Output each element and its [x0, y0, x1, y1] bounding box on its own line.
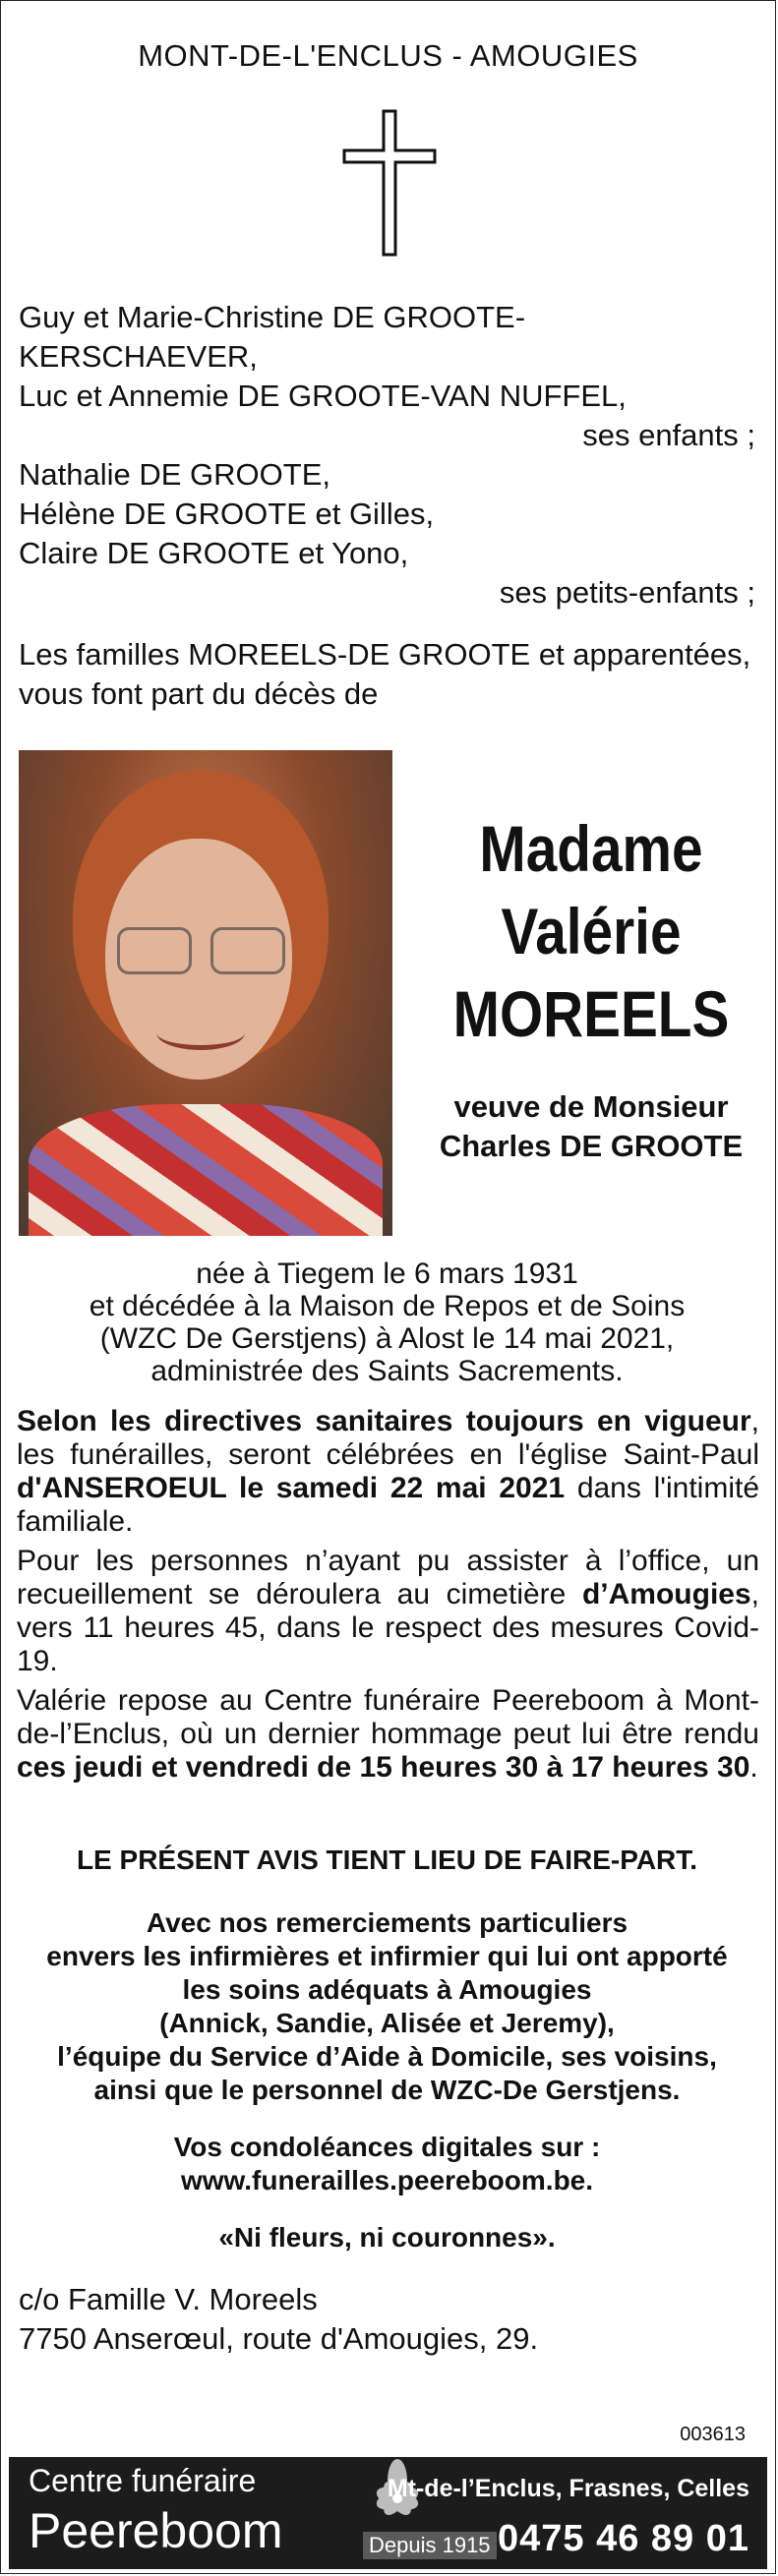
footer-title: Centre funéraire [29, 2463, 257, 2498]
widow-line: Charles DE GROOTE [439, 1129, 744, 1163]
families-line: vous font part du décès de [19, 676, 379, 711]
footer-phone[interactable]: 0475 46 89 01 [497, 2518, 749, 2559]
grandchild-line: Hélène DE GROOTE et Gilles, [19, 497, 435, 531]
grandchild-line: Claire DE GROOTE et Yono, [19, 536, 409, 570]
birth-line: administrée des Saints Sacrements. [150, 1355, 624, 1387]
funeral-home-banner [9, 2457, 767, 2569]
deceased-name [439, 807, 744, 1055]
reference-number: 003613 [680, 2424, 746, 2445]
funeral-bold: Selon les directives sanitaires toujours en vigueur [17, 1405, 751, 1437]
recueillement-paragraph [17, 1545, 759, 1678]
address-line: c/o Famille V. Moreels [19, 2282, 318, 2316]
deceased-title: Madame [479, 812, 703, 885]
footer-brand: Peereboom [29, 2503, 283, 2558]
footer-since: Depuis 1915 [363, 2532, 497, 2559]
thanks-line: (Annick, Sandie, Alisée et Jeremy), [159, 2008, 615, 2038]
birth-line: (WZC De Gerstjens) à Alost le 14 mai 2021, [99, 1322, 675, 1355]
funeral-text: , les funérailles, seront célébrées en l'église Saint-Paul [17, 1405, 759, 1471]
thanks-line: les soins adéquats à Amougies [182, 1974, 592, 2005]
thanks-line: l’équipe du Service d’Aide à Domicile, ses voisins, [57, 2041, 717, 2072]
grandchild-line: Nathalie DE GROOTE, [19, 457, 330, 492]
repose-text: Valérie repose au Centre funéraire Peereboom à Mont-de-l’Enclus, où un dernier hommage peut lui être rendu [17, 1684, 759, 1750]
address-line: 7750 Anserœul, route d'Amougies, 29. [19, 2321, 539, 2356]
header-location: MONT-DE-L'ENCLUS - AMOUGIES [138, 38, 638, 73]
deceased-last-name: MOREELS [452, 977, 730, 1050]
funeral-text: dans l'intimité familiale. [17, 1472, 760, 1538]
deceased-first-name: Valérie [501, 895, 682, 967]
condolences-line: Vos condoléances digitales sur : [173, 2132, 601, 2162]
repose-bold: ces jeudi et vendredi de 15 heures 30 à 17 heures 30 [17, 1751, 750, 1784]
repose-text: . [749, 1751, 758, 1784]
recueillement-bold: d’Amougies [581, 1578, 751, 1610]
thanks-line: ainsi que le personnel de WZC-De Gerstjens. [93, 2075, 681, 2105]
notice-line: LE PRÉSENT AVIS TIENT LIEU DE FAIRE-PART. [76, 1844, 698, 1875]
birth-line: et décédée à la Maison de Repos et de Soins [89, 1290, 686, 1322]
portrait-photo [19, 750, 392, 1236]
child-line: Guy et Marie-Christine DE GROOTE-KERSCHAEVER, [19, 300, 526, 374]
recueillement-text: Pour les personnes n’ayant pu assister à l’office, un recueillement se déroulera au cimetière [17, 1545, 759, 1610]
funeral-bold: d'ANSEROEUL le samedi 22 mai 2021 [17, 1472, 566, 1504]
child-line: Luc et Annemie DE GROOTE-VAN NUFFEL, [19, 379, 627, 413]
children-role: ses enfants ; [582, 418, 755, 452]
widow-line: veuve de Monsieur [453, 1089, 729, 1124]
flowers-line: «Ni fleurs, ni couronnes». [218, 2222, 556, 2253]
families-line: Les familles MOREELS-DE GROOTE et apparentées, [19, 637, 751, 672]
thanks-line: Avec nos remerciements particuliers [146, 1907, 628, 1938]
condolences-url[interactable]: www.funerailles.peereboom.be. [180, 2165, 594, 2195]
thanks-line: envers les infirmières et infirmier qui lui ont apporté [46, 1941, 728, 1971]
thanks-block [19, 1906, 755, 2107]
footer-locations: Mt-de-l’Enclus, Frasnes, Celles [387, 2475, 749, 2502]
grandchildren-role: ses petits-enfants ; [499, 575, 755, 610]
repose-paragraph [17, 1684, 759, 1785]
widow-of [414, 1087, 768, 1166]
birth-death-block [19, 1258, 755, 1387]
birth-line: née à Tiegem le 6 mars 1931 [196, 1258, 578, 1290]
children-block [19, 298, 755, 613]
funeral-paragraph [17, 1405, 759, 1539]
recueillement-text: , vers 11 heures 45, dans le respect des mesures Covid-19. [17, 1578, 759, 1677]
latin-cross-icon [340, 109, 439, 257]
address-block [19, 2280, 538, 2359]
condolences-block [19, 2131, 755, 2197]
families-block [19, 635, 755, 714]
